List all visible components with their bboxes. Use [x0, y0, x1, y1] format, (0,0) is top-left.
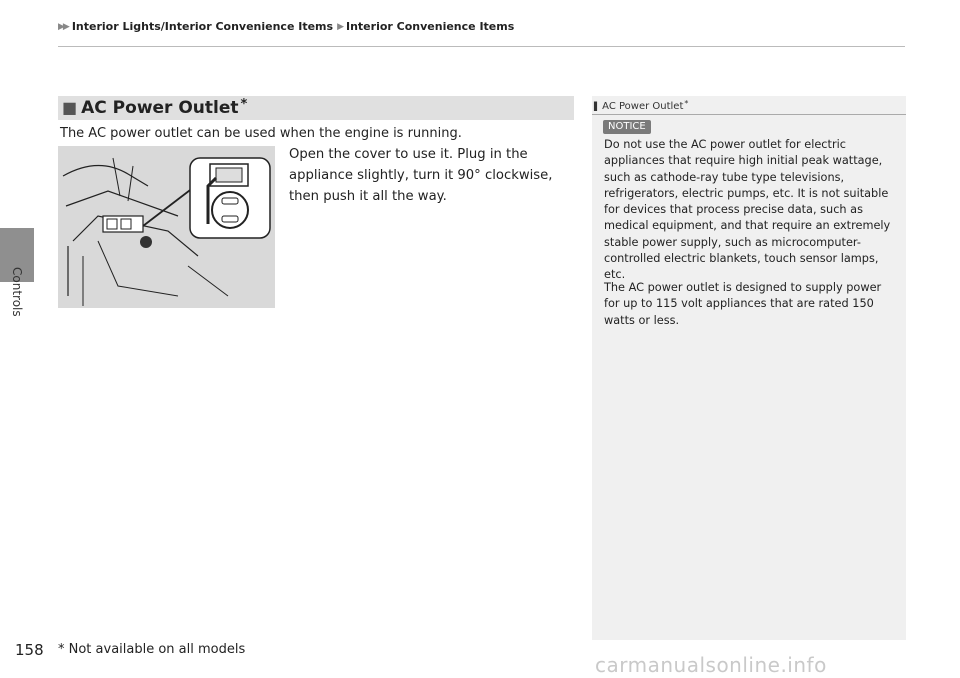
- breadcrumb-arrow-icon: ▶▶: [58, 21, 68, 32]
- side-tab-label: Controls: [10, 267, 24, 317]
- notice-badge: NOTICE: [603, 120, 651, 134]
- watermark: carmanualsonline.info: [595, 653, 827, 677]
- ac-outlet-drawing: [58, 146, 275, 308]
- header-rule: [58, 46, 905, 47]
- section-heading: [58, 96, 574, 120]
- instruction-text: Open the cover to use it. Plug in the appliance slightly, turn it 90° clockwise, then push it all the way.: [289, 147, 553, 204]
- note-title-bar: [592, 98, 906, 115]
- intro-text: The AC power outlet can be used when the engine is running.: [60, 126, 462, 141]
- note-asterisk: *: [684, 98, 689, 108]
- note-sidebar: [592, 96, 906, 640]
- notice-paragraph: Do not use the AC power outlet for electric appliances that require high initial peak wattage, such as cathode-ray tube type televisions, refrigerators, electric pumps, etc. It is not suitable for devices that process precise data, such as medical equipment, and that require an extremely stable power supply, such as microcomputer-controlled electric blankets, touch sensor lamps, etc.: [604, 138, 891, 282]
- footnote: * Not available on all models: [58, 642, 246, 657]
- section-title: AC Power Outlet: [81, 98, 239, 118]
- section-asterisk: *: [240, 96, 248, 112]
- ac-outlet-illustration: [58, 146, 275, 308]
- note-title: AC Power Outlet: [602, 100, 684, 112]
- note-reference-icon: ▌: [594, 101, 601, 111]
- rating-paragraph: The AC power outlet is designed to supply power for up to 115 volt appliances that are rated 150 watts or less.: [604, 281, 882, 327]
- section-square-icon: ■: [62, 98, 78, 117]
- page-number: 158: [15, 641, 44, 659]
- breadcrumb-arrow-icon: ▶: [337, 21, 342, 32]
- breadcrumb-item[interactable]: Interior Convenience Items: [346, 20, 515, 33]
- breadcrumb: [58, 20, 514, 33]
- breadcrumb-item[interactable]: Interior Lights/Interior Convenience Items: [71, 20, 334, 33]
